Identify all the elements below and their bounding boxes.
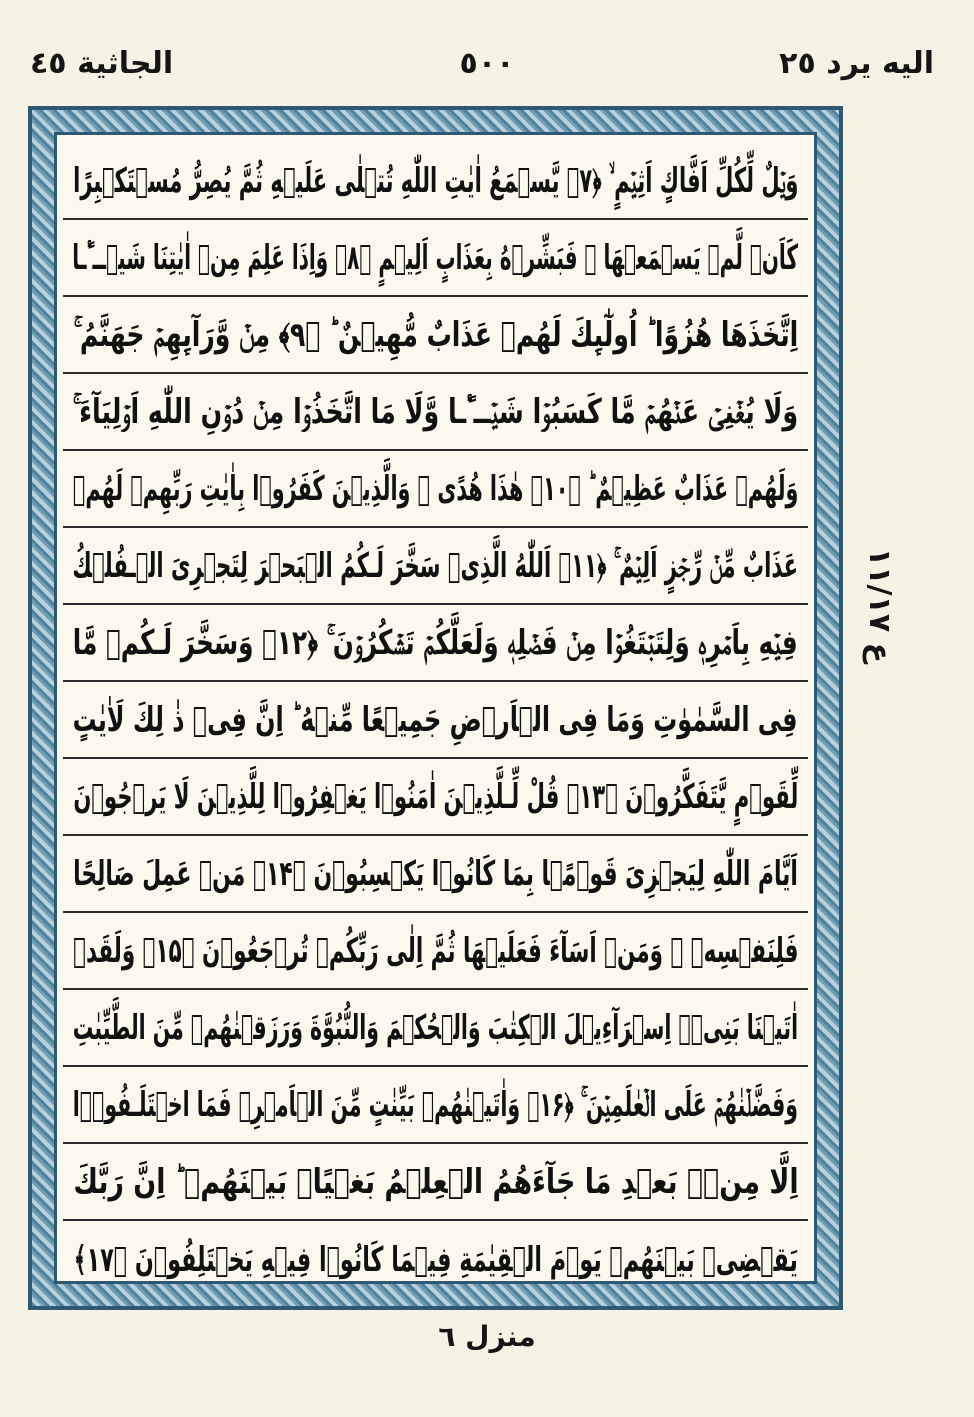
- verse-line-text: وَلَهُمۡ عَذَابٌ عَظِيۡمٌ ؕ‏ ﴿۱۰﴾ هٰذَا هُدًى ۚ وَالَّذِيۡنَ كَفَرُوۡا بِاٰيٰتِ رَبِّهِمۡ لَهُمۡ: [72, 468, 799, 509]
- verse-line-text: وَفَضَّلۡنٰهُمۡ عَلَى الۡعٰلَمِيۡنَ‌ ۚ‏ ﴿۱۶﴾ وَاٰتَيۡنٰهُمۡ بَيِّنٰتٍ مِّنَ الۡاَمۡرِ‌ۚ فَمَا اخۡتَلَـفُوۡۤا: [72, 1084, 799, 1125]
- verse-line-5: [63, 451, 808, 528]
- ornamental-border: [28, 106, 843, 1310]
- verse-line-2: [63, 220, 808, 297]
- manzil-label: منزل ٦: [438, 1320, 536, 1353]
- verse-line-text: يَقۡضِىۡ بَيۡنَهُمۡ يَوۡمَ الۡقِيٰمَةِ فِيۡمَا كَانُوۡا فِيۡهِ يَخۡتَلِفُوۡنَ‏ ﴿۱۷﴾: [73, 1240, 798, 1280]
- verse-line-13: [63, 1067, 808, 1144]
- verse-line-text: اِتَّخَذَهَا هُزُوًا ؕ اُولٰٓٮِٕكَ لَهُمۡ عَذَابٌ مُّهِيۡنٌ ؕ‏ ﴿۹﴾ مِنۡ وَّرَآٮِٕهِمۡ جَهَنَّمُ ۚ: [73, 314, 798, 355]
- verse-line-8: [63, 682, 808, 759]
- verse-line-text: عَذَابٌ مِّنۡ رِّجۡزٍ اَلِيۡمٌ ۚ‏ ﴿۱۱﴾ اَللّٰهُ الَّذِىۡ سَخَّرَ لَـكُمُ الۡبَحۡرَ لِتَجۡرِىَ الۡـفُلۡكُ: [72, 545, 799, 586]
- verse-line-text: فَلِنَفۡسِهٖ ۚ وَمَنۡ اَسَآءَ فَعَلَيۡهَا ثُمَّ اِلٰى رَبِّكُمۡ تُرۡجَعُوۡنَ‏ ﴿۱۵﴾ وَلَقَدۡ: [72, 930, 799, 971]
- surah-name: الجاثية ٤٥: [30, 46, 174, 81]
- verse-line-10: [63, 836, 808, 913]
- text-panel: [54, 132, 817, 1284]
- verse-line-text: فِيۡهِ بِاَمۡرِهٖ وَلِتَبۡتَغُوۡا مِنۡ فَضۡلِهٖ وَلَعَلَّكُمۡ تَشۡكُرُوۡنَ ۚ‏ ﴿۱۲﴾ وَسَخَّرَ لَـكُمۡ مَّا: [73, 622, 798, 663]
- verse-line-text: وَلَا يُغۡنِىۡ عَنۡهُمۡ مَّا كَسَبُوۡا شَيۡــٴًـا وَّلَا مَا اتَّخَذُوۡا مِنۡ دُوۡنِ اللّٰهِ اَوۡلِيَآءَ ۚ: [72, 391, 799, 432]
- verse-line-text: فِى السَّمٰوٰتِ وَمَا فِى الۡاَرۡضِ جَمِيۡعًا مِّنۡهُ ؕ اِنَّ فِىۡ ذٰ لِكَ لَاٰيٰتٍ: [73, 699, 798, 740]
- verse-line-12: [63, 990, 808, 1067]
- verse-line-7: [63, 605, 808, 682]
- verse-lines: [63, 143, 808, 1280]
- ruku-marker-text: ع ١١/١٧: [862, 547, 898, 663]
- verse-line-text: اٰتَيۡنَا بَنِىۡۤ اِسۡرَآءِيۡلَ الۡكِتٰبَ وَالۡحُكۡمَ وَالنُّبُوَّةَ وَرَزَقۡنٰهُمۡ مِّنَ الطَّيِّبٰتِ: [72, 1007, 799, 1048]
- verse-line-text: لِّقَوۡمٍ يَّتَفَكَّرُوۡنَ‏ ﴿۱۳﴾ قُلْ لِّـلَّذِيۡنَ اٰمَنُوۡا يَغۡفِرُوۡا لِلَّذِيۡنَ لَا يَرۡجُوۡنَ: [72, 776, 799, 817]
- ruku-marker: [850, 545, 910, 665]
- verse-line-15: [63, 1221, 808, 1298]
- verse-line-11: [63, 913, 808, 990]
- juz-name: اليه يرد ٢٥: [779, 46, 934, 81]
- verse-line-text: كَاَنۡ لَّمۡ يَسۡمَعۡهَا ۚ فَبَشِّرۡهُ بِعَذَابٍ اَلِيۡمٍ‏ ﴿۸﴾ وَاِذَا عَلِمَ مِنۡ اٰيٰتِنَا شَيۡــٴًـا: [72, 237, 799, 278]
- verse-line-text: وَيۡلٌ لِّكُلِّ اَفَّاكٍ اَثِيۡمٍ ۙ‏ ﴿۷﴾ يَّسۡمَعُ اٰيٰتِ اللّٰهِ تُتۡلٰى عَلَيۡهِ ثُمَّ يُصِرُّ مُسۡتَكۡبِرًا: [72, 160, 799, 201]
- verse-line-14: [63, 1144, 808, 1221]
- page-footer: [0, 1320, 974, 1370]
- verse-line-4: [63, 374, 808, 451]
- verse-line-text: اَيَّامَ اللّٰهِ لِيَجۡزِىَ قَوۡمًۢا بِمَا كَانُوۡا يَكۡسِبُوۡنَ‏ ﴿۱۴﴾ مَنۡ عَمِلَ صَالِحًا: [73, 853, 798, 894]
- verse-line-6: [63, 528, 808, 605]
- page-header: [0, 40, 974, 100]
- verse-line-9: [63, 759, 808, 836]
- verse-line-1: [63, 143, 808, 220]
- verse-line-3: [63, 297, 808, 374]
- verse-line-text: اِلَّا مِنۡۢ بَعۡدِ مَا جَآءَهُمُ الۡعِلۡمُ بَغۡيًاۢ بَيۡنَهُمۡ‌ ؕ اِنَّ رَبَّكَ: [72, 1161, 799, 1202]
- page-number: ٥٠٠: [459, 46, 515, 81]
